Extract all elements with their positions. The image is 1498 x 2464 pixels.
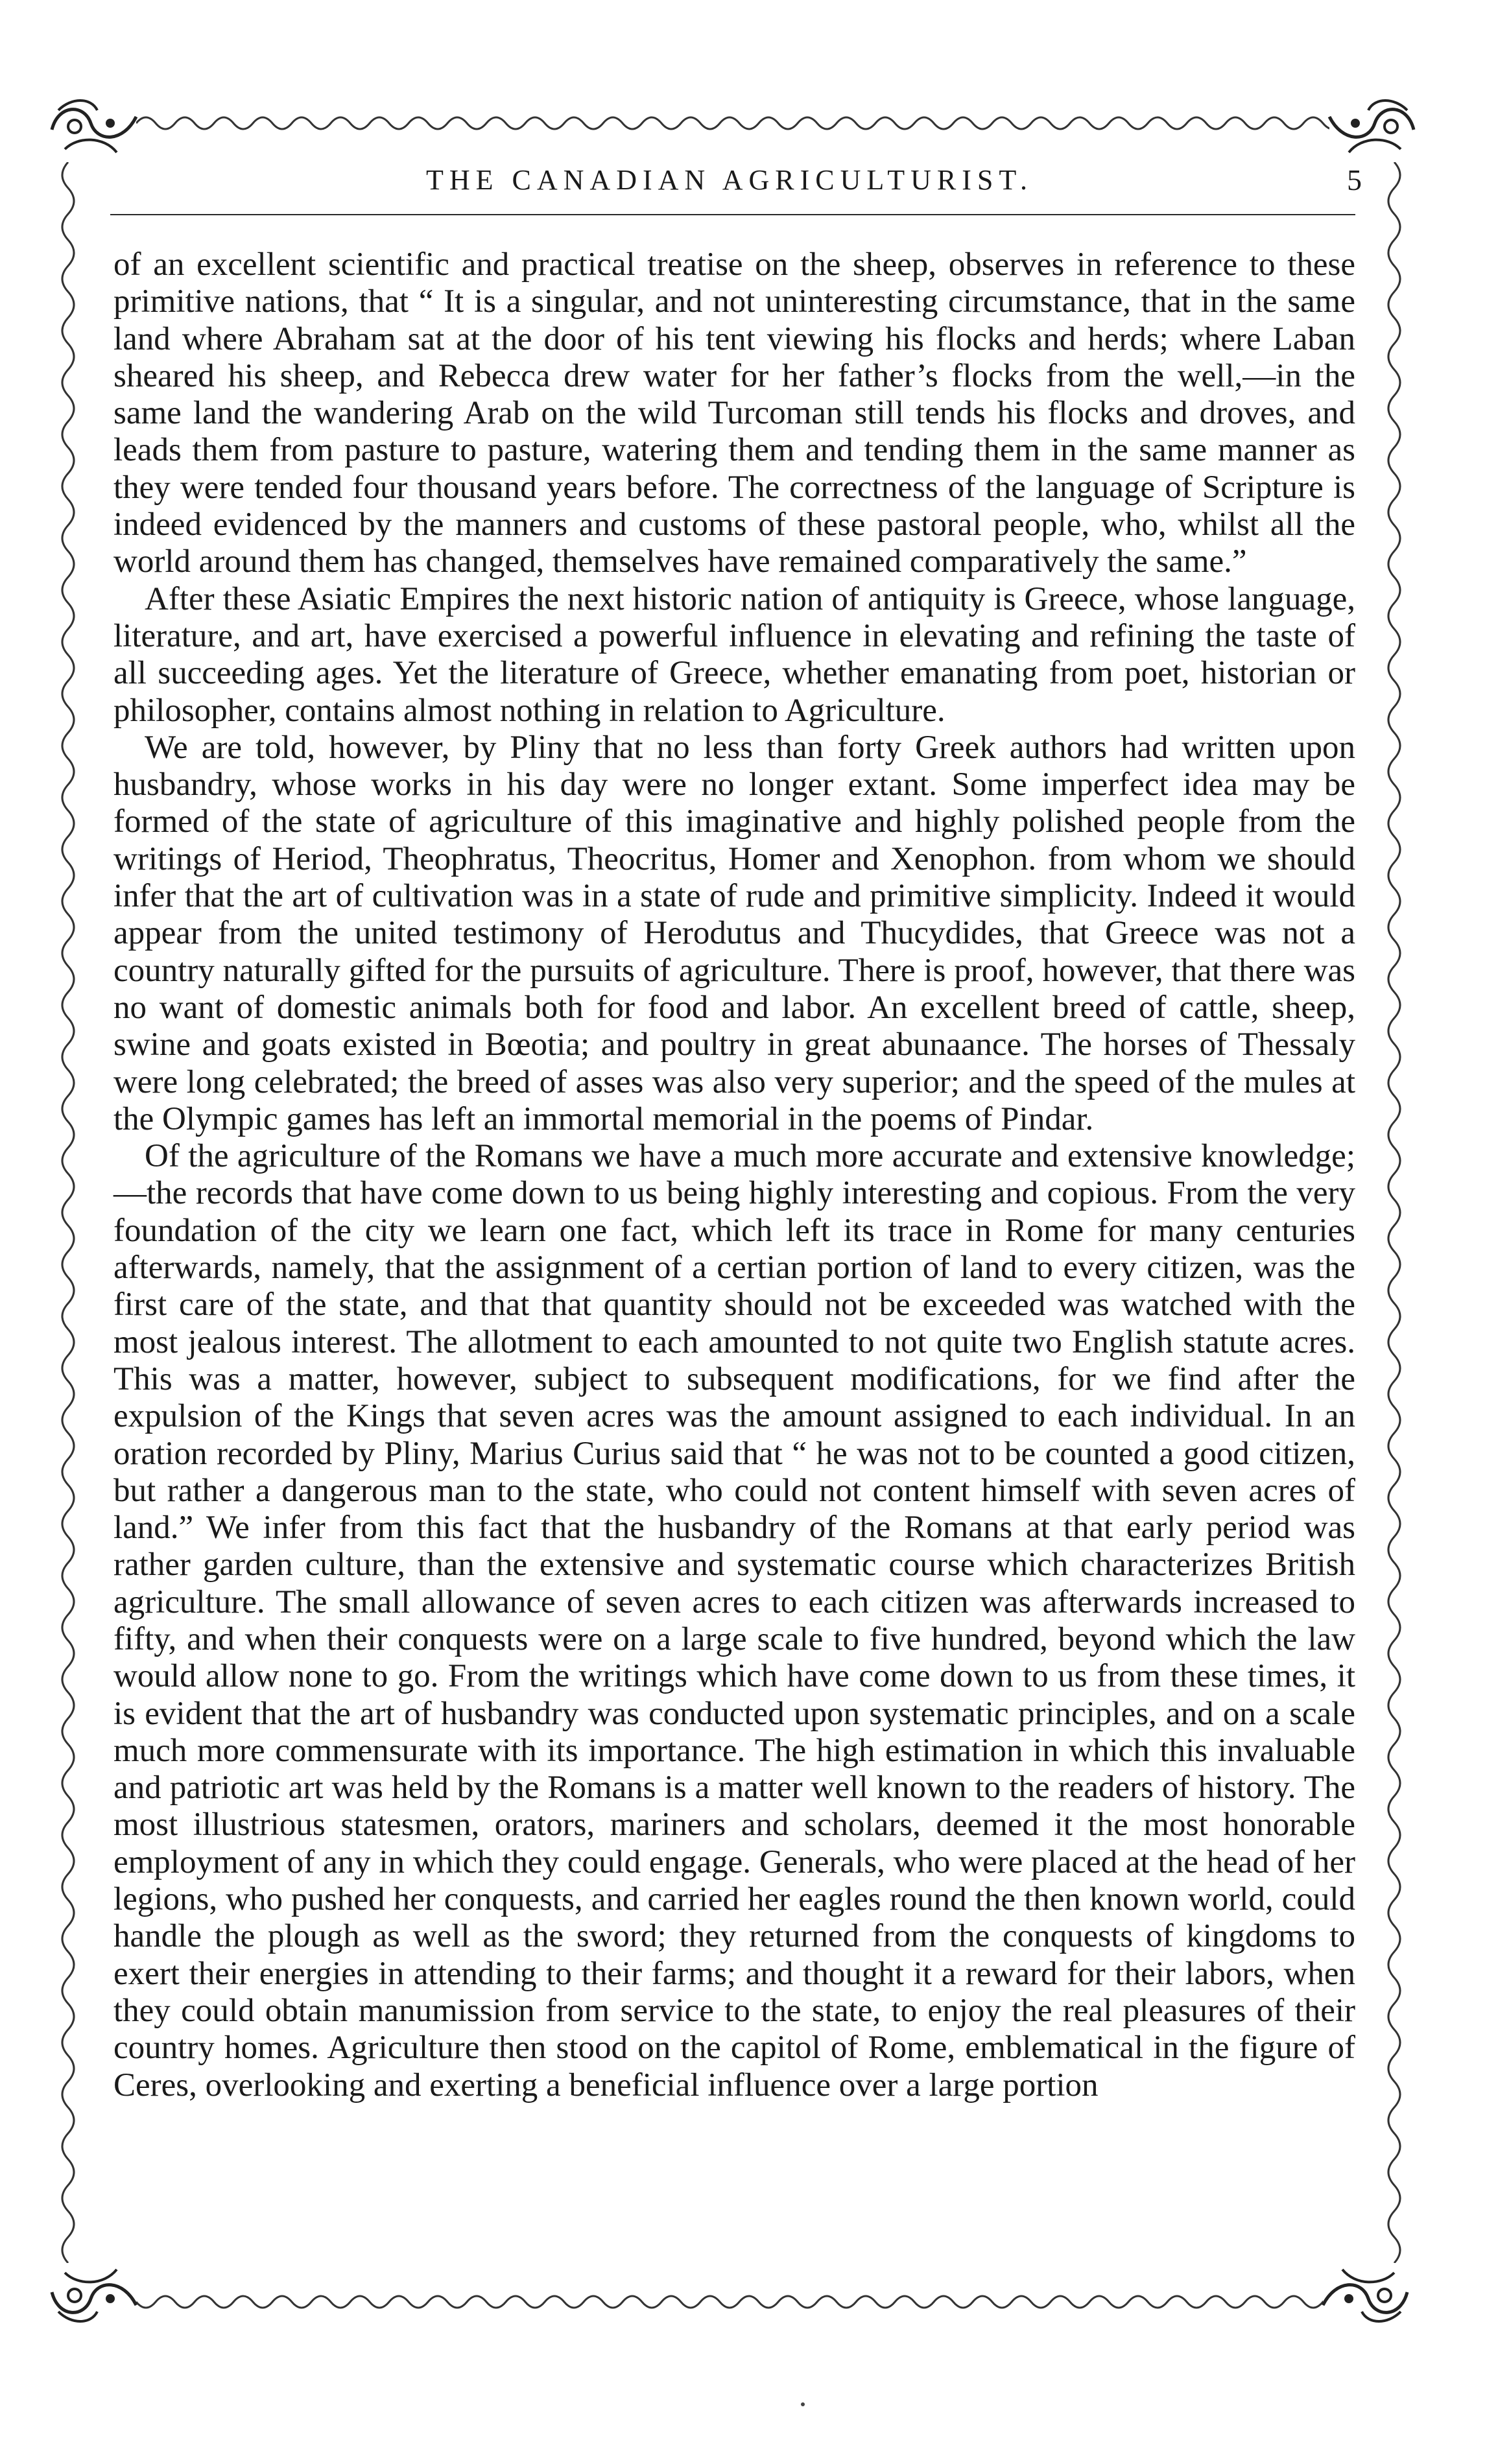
article-body: [113, 246, 1355, 2104]
paragraph-pliny-greek-authors: We are told, however, by Pliny that no less than forty Greek authors had written upon husbandry, whose works in his day were no longer extant. Some imperfect idea may be formed of the state of agriculture of this imaginative and highly polished people from the writings of Heriod, Theophratus, Theocritus, Homer and Xenophon. from whom we should infer that the art of cultivation was in a state of rude and primitive simplicity. Indeed it would appear from the united testimony of Herodutus and Thucydides, that Greece was not a country naturally gifted for the pursuits of agriculture. There is proof, however, that there was no want of domestic animals both for food and labor. An excellent breed of cattle, sheep, swine and goats existed in Bœotia; and poultry in great abunaance. The horses of Thessaly were long celebrated; the breed of asses was also very superior; and the speed of the mules at the Olympic games has left an immortal memorial in the poems of Pindar.: [113, 729, 1355, 1137]
paragraph-romans: Of the agriculture of the Romans we have a much more accurate and extensive knowledge;—the records that have come down to us being highly interesting and copious. From the very foundation of the city we learn one fact, which left its trace in Rome for many centuries afterwards, namely, that the assignment of a certian portion of land to every citizen, was the first care of the state, and that that quantity should not be exceeded was watched with the most jealous interest. The allotment to each amounted to not quite two English statute acres. This was a matter, however, subject to subsequent modifications, for we find after the expulsion of the Kings that seven acres was the amount assigned to each individual. In an oration recorded by Pliny, Marius Curius said that “ he was not to be counted a good citizen, but rather a dangerous man to the state, who could not content himself with seven acres of land.” We infer from this fact that the husbandry of the Romans at that early period was rather garden culture, than the extensive and systematic course which characterizes British agriculture. The small allowance of seven acres to each citizen was afterwards increased to fifty, and when their conquests were on a large scale to five hundred, beyond which the law would allow none to go. From the writings which have come down to us from these times, it is evident that the art of husbandry was conducted upon systematic principles, and on a scale much more commensurate with its importance. The high estimation in which this invaluable and patriotic art was held by the Romans is a matter well known to the readers of history. The most illustrious statesmen, orators, mariners and scholars, deemed it the most honorable employment of any in which they could engage. Generals, who were placed at the head of her legions, who pushed her conquests, and carried her eagles round the then known world, could handle the plough as well as the sword; they returned from the conquests of kingdoms to exert their energies in attending to their farms; and thought it a reward for their labors, when they could obtain manumission from service to the state, to enjoy the real pleasures of their country homes. Agriculture then stood on the capitol of Rome, emblematical in the figure of Ceres, overlooking and exerting a beneficial influence over a large portion: [113, 1138, 1355, 2103]
printer-mark: [801, 2402, 805, 2406]
paragraph-greece: After these Asiatic Empires the next historic nation of antiquity is Greece, whose language, literature, and art, have exercised a powerful influence in elevating and refining the taste of all succeeding ages. Yet the literature of Greece, whether emanating from poet, historian or philosopher, contains almost nothing in relation to Agriculture.: [113, 580, 1355, 729]
ornament-corner-bottom-right: [1316, 2260, 1414, 2331]
ornamental-border-top: [136, 104, 1329, 143]
ornament-corner-top-right: [1323, 91, 1420, 162]
running-title: THE CANADIAN AGRICULTURIST.: [426, 164, 1033, 196]
ornament-corner-bottom-left: [45, 2260, 143, 2331]
ornamental-border-right: [1372, 162, 1417, 2263]
paragraph-continued: of an excellent scientific and practical treatise on the sheep, observes in reference to these primitive nations, that “ It is a singular, and not uninteresting circumstance, that in the same land where Abraham sat at the door of his tent viewing his flocks and herds; where Laban sheared his sheep, and Rebecca drew water for her father’s flocks from the well,—in the same land the wandering Arab on the wild Turcoman still tends his flocks and droves, and leads them from pasture to pasture, watering them and tending them in the same manner as they were tended four thousand years before. The correctness of the language of Scripture is indeed evidenced by the manners and customs of these pastoral people, who, whilst all the world around them has changed, themselves have remained comparatively the same.”: [113, 246, 1355, 580]
ornamental-border-bottom: [136, 2282, 1323, 2321]
ornament-corner-top-left: [45, 91, 143, 162]
page-number: 5: [1347, 163, 1362, 196]
running-head: [97, 161, 1362, 206]
ornamental-border-left: [45, 162, 91, 2263]
header-rule: [110, 214, 1355, 215]
